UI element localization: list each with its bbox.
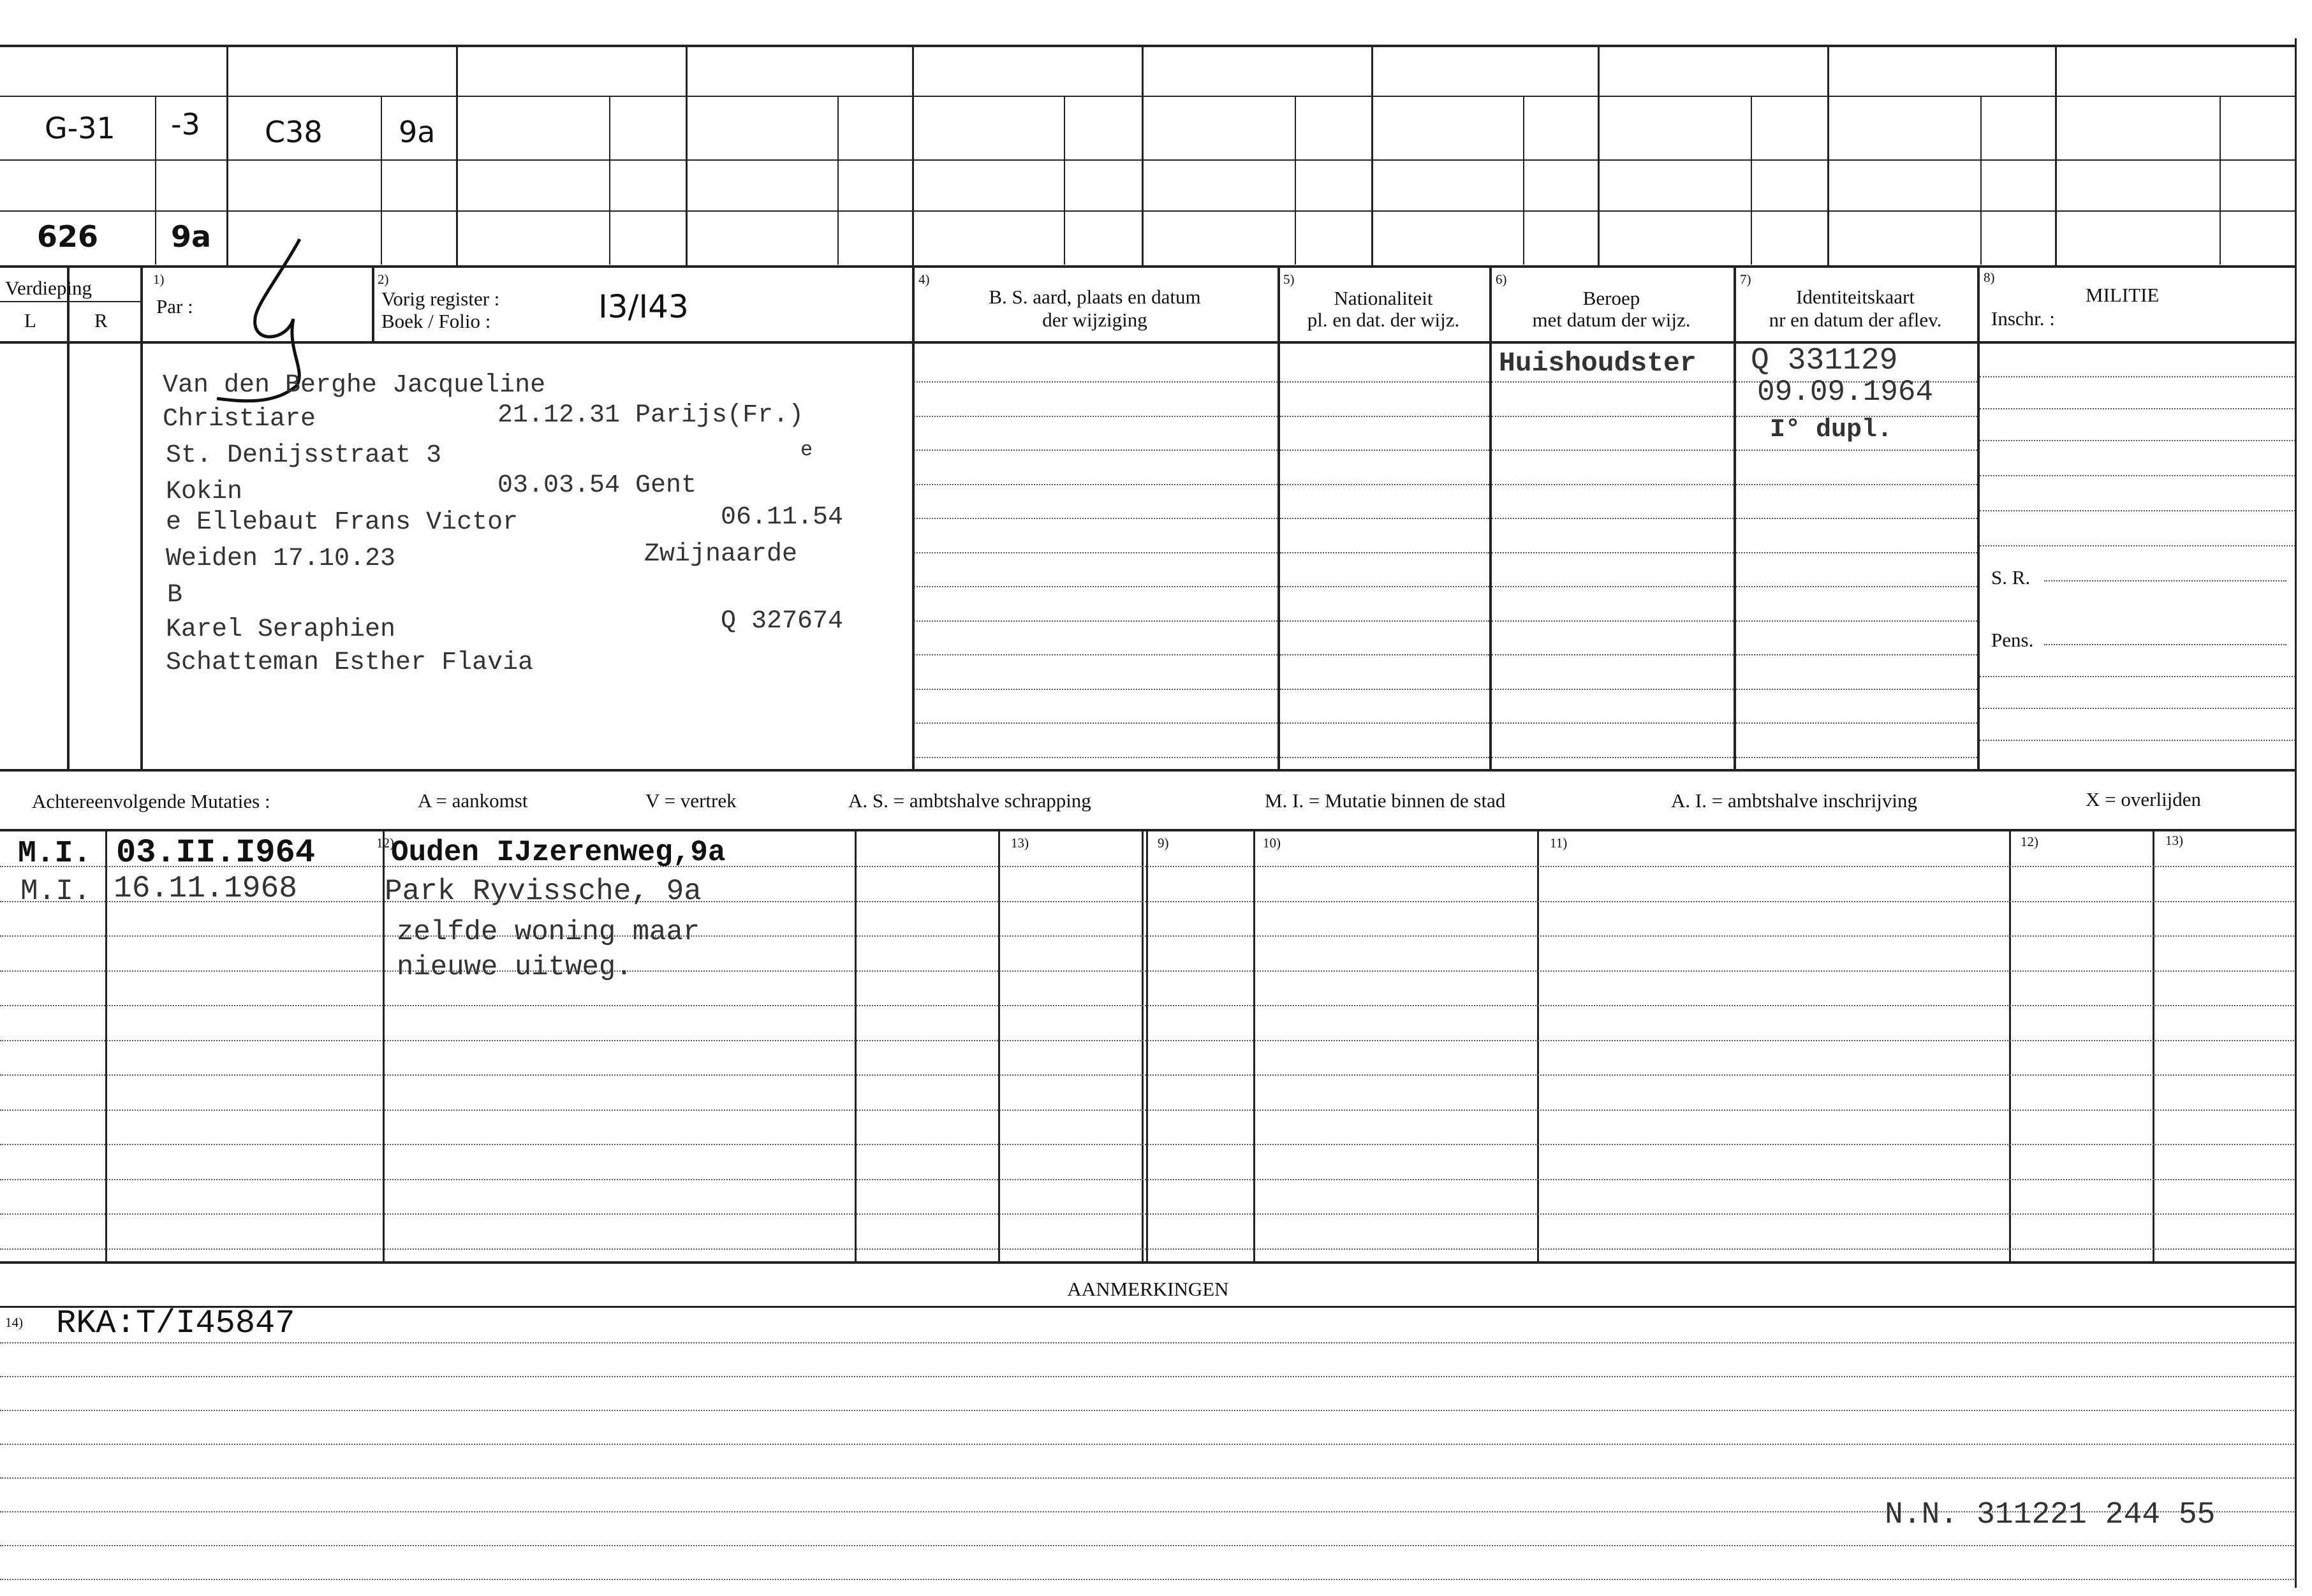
mutation-dotted-row [0,1248,2296,1250]
person-line-8b: Q 327674 [721,607,844,636]
nat-dotted-row [1280,484,1489,485]
vorig-register-value: I3/I43 [598,288,689,325]
mutation-column-line [1146,829,1148,1263]
bs-dotted-row [914,518,1277,519]
cell-g31: G-31 [45,111,115,145]
verdieping-line [0,301,140,302]
legend-x: X = overlijden [2086,788,2202,810]
col-r-label: R [94,309,108,332]
beroep-header-2: met datum der wijz. [1532,309,1691,331]
mutation-1-address: Ouden IJzerenweg,9a [391,836,726,869]
bs-dotted-row [914,757,1277,758]
mutation-column-line [1537,829,1539,1263]
bs-dotted-row [914,450,1277,451]
top-border [0,45,2296,47]
militie-dotted-row [1980,545,2295,546]
mutation-1-type: M.I. [18,837,92,871]
top-grid-column-line [912,45,914,268]
nat-dotted-row [1280,689,1489,690]
mutation-remark-1: zelfde woning maar [397,916,700,948]
mutation-dotted-row [0,866,2296,867]
mut-note-13b: 13) [2165,833,2183,848]
bs-dotted-row [914,722,1277,724]
beroep-dotted-row [1492,552,1734,553]
nat-dotted-row [1280,381,1489,383]
cell-9a-2: 9a [171,219,212,254]
verdieping-label: Verdieping [5,277,92,299]
mutation-column-line [2153,829,2154,1263]
nat-dotted-row [1280,552,1489,553]
legend-v: V = vertrek [645,789,737,812]
cell-3: -3 [171,107,200,142]
top-grid-column-line [456,45,458,268]
pens-label: Pens. [1991,629,2034,651]
beroep-dotted-row [1492,620,1734,622]
mutation-dotted-row [0,1213,2296,1215]
note-14: 14) [5,1315,23,1330]
nat-dotted-row [1280,586,1489,587]
inschr-label: Inschr. : [1991,307,2055,330]
mutation-dotted-row [0,1109,2296,1111]
nat-dotted-row [1280,450,1489,451]
id-dotted-row [1736,450,1977,451]
legend-mi: M. I. = Mutatie binnen de stad [1265,789,1506,812]
militie-dotted-row [1980,740,2295,741]
pens-dotline [2044,644,2286,645]
militie-dotted-row [1980,475,2295,476]
grid-line [0,159,2296,161]
top-grid-sub-line [155,96,156,265]
top-grid-bottom [0,265,2296,268]
mut-note-10: 10) [1263,835,1281,851]
bs-dotted-row [914,586,1277,587]
mutation-remark-2: nieuwe uitweg. [397,951,633,983]
legend-top-line [0,769,2296,772]
militie-dotted-row [1980,408,2295,409]
beroep-dotted-row [1492,450,1734,451]
top-grid-sub-line [1523,96,1524,265]
person-line-4b: 03.03.54 Gent [497,471,697,500]
vline-person [140,265,143,769]
id-dotted-row [1736,484,1977,485]
person-line-5b: 06.11.54 [721,503,844,532]
header-bottom-line [0,341,2296,344]
note-7: 7) [1740,272,1751,287]
id-dotted-row [1736,654,1977,655]
militie-dotted-row [1980,376,2295,377]
person-line-5a: e Ellebaut Frans Victor [166,508,519,537]
par-label: Par : [156,295,193,318]
id-dotted-row [1736,518,1977,519]
remarks-dotted-row [0,1545,2296,1546]
mutation-1-date: 03.II.I964 [116,834,316,872]
bs-header-2: der wijziging [1042,309,1147,331]
bs-dotted-row [914,552,1277,553]
beroep-dotted-row [1492,586,1734,587]
beroep-dotted-row [1492,484,1734,485]
bs-dotted-row [914,689,1277,690]
grid-line [1598,96,2296,97]
vline-id [1734,265,1736,769]
mutation-2-type: M.I. [20,875,91,908]
person-line-2b: 21.12.31 Parijs(Fr.) [497,401,804,430]
remarks-title: AANMERKINGEN [1067,1278,1229,1300]
legend-as: A. S. = ambtshalve schrapping [848,789,1091,812]
cell-626: 626 [37,219,99,254]
nn-number: N.N. 311221 244 55 [1885,1498,2216,1532]
nat-dotted-row [1280,518,1489,519]
bs-dotted-row [914,381,1277,383]
militie-dotted-row [1980,708,2295,709]
bs-dotted-row [914,484,1277,485]
person-line-3: St. Denijsstraat 3 [166,441,442,470]
sr-label: S. R. [1991,566,2031,589]
id-dotted-row [1736,722,1977,724]
bs-dotted-row [914,654,1277,655]
mutation-column-line [855,829,857,1263]
mutations-top-line [0,829,2296,831]
top-grid-column-line [1827,45,1829,268]
beroep-dotted-row [1492,381,1734,383]
remarks-line [0,1306,2296,1308]
nat-dotted-row [1280,654,1489,655]
id-dotted-row [1736,620,1977,622]
id-duplicate: I° dupl. [1770,416,1893,444]
nat-dotted-row [1280,620,1489,622]
note-5: 5) [1283,272,1295,287]
id-header-1: Identiteitskaart [1796,286,1915,308]
vline-lr [67,265,70,769]
remarks-dotted-row [0,1410,2296,1411]
top-grid-column-line [226,45,228,268]
beroep-dotted-row [1492,518,1734,519]
sr-dotline [2044,580,2286,582]
id-header-2: nr en datum der aflev. [1769,309,1942,331]
nat-dotted-row [1280,722,1489,724]
top-grid-column-line [1598,45,1600,268]
mutation-dotted-row [0,1074,2296,1076]
mutation-dotted-row [0,935,2296,937]
mut-note-12b: 12) [2021,834,2038,849]
person-line-7: B [167,581,183,610]
vline-militie [1977,265,1980,769]
mutation-column-line [1142,829,1144,1263]
note-4: 4) [918,272,930,287]
right-edge [2295,38,2297,1588]
beroep-dotted-row [1492,722,1734,724]
militie-label: MILITIE [2086,284,2160,306]
top-grid-sub-line [609,96,610,265]
cell-9a: 9a [399,115,436,149]
remarks-dotted-row [0,1376,2296,1377]
note-1: 1) [153,272,165,287]
mutation-column-line [1253,829,1255,1263]
mutations-bottom-line [0,1261,2296,1264]
top-grid-sub-line [2220,96,2221,265]
note-8: 8) [1984,270,1995,285]
id-dotted-row [1736,689,1977,690]
mutation-column-line [998,829,1000,1263]
person-line-8a: Karel Seraphien [166,615,396,644]
mutation-column-line [2009,829,2011,1263]
grid-line [0,210,2296,212]
legend-a: A = aankomst [418,789,528,812]
militie-dotted-row [1980,440,2295,441]
note-6: 6) [1496,272,1507,287]
mut-note-11: 11) [1550,835,1568,851]
note-2: 2) [378,272,389,287]
top-grid-sub-line [1751,96,1752,265]
boek-folio-label: Boek / Folio : [381,310,491,332]
militie-dotted-row [1980,510,2295,511]
bs-dotted-row [914,416,1277,417]
vline-nat [1277,265,1280,769]
id-number: Q 331129 [1751,344,1898,378]
legend-ai: A. I. = ambtshalve inschrijving [1671,789,1917,812]
id-dotted-row [1736,757,1977,758]
beroep-dotted-row [1492,654,1734,655]
id-date: 09.09.1964 [1757,376,1934,409]
mutation-dotted-row [0,1005,2296,1006]
vline-beroep [1489,265,1492,769]
person-line-9: Schatteman Esther Flavia [166,648,534,677]
vline-bs [912,265,915,769]
bs-dotted-row [914,620,1277,622]
militie-dotted-row [1980,676,2295,677]
legend-title: Achtereenvolgende Mutaties : [32,790,270,812]
top-grid-column-line [686,45,688,268]
nat-header-2: pl. en dat. der wijz. [1307,309,1460,331]
vline-par [372,265,374,342]
person-line-6b: Zwijnaarde [644,540,798,569]
nat-dotted-row [1280,757,1489,758]
mutation-dotted-row [0,1179,2296,1180]
top-grid-sub-line [1980,96,1982,265]
id-dotted-row [1736,586,1977,587]
beroep-value: Huishoudster [1499,348,1697,379]
remarks-dotted-row [0,1477,2296,1479]
nat-header-1: Nationaliteit [1334,287,1433,309]
top-grid-column-line [2055,45,2057,268]
person-line-6a: Weiden 17.10.23 [166,545,396,573]
mutation-dotted-row [0,1040,2296,1041]
top-grid-sub-line [837,96,839,265]
bs-header-1: B. S. aard, plaats en datum [989,286,1201,308]
remarks-dotted-row [0,1342,2296,1343]
vorig-register-label: Vorig register : [381,288,500,310]
mut-note-9: 9) [1158,835,1169,851]
rka-value: RKA:T/I45847 [56,1305,295,1342]
mutation-column-line [105,829,107,1263]
beroep-header-1: Beroep [1582,287,1640,309]
beroep-dotted-row [1492,416,1734,417]
top-grid-sub-line [1295,96,1296,265]
nat-dotted-row [1280,416,1489,417]
mut-note-12a: 12) [376,835,394,851]
remarks-dotted-row [0,1579,2296,1580]
id-dotted-row [1736,552,1977,553]
col-l-label: L [24,309,36,332]
mutation-2-date: 16.11.1968 [114,872,298,906]
cell-c38: C38 [265,115,323,149]
mutation-dotted-row [0,970,2296,972]
top-grid-column-line [1371,45,1373,268]
person-line-2a: Christiare [163,405,316,434]
mut-note-13a: 13) [1011,835,1029,851]
person-line-1: Van den Berghe Jacqueline [163,371,546,400]
top-grid-column-line [1142,45,1144,268]
top-grid-sub-line [1064,96,1065,265]
beroep-dotted-row [1492,757,1734,758]
remarks-dotted-row [0,1444,2296,1445]
mutation-2-address: Park Ryvissche, 9a [385,875,702,908]
person-line-4a: Kokin [166,478,243,506]
beroep-dotted-row [1492,689,1734,690]
mutation-dotted-row [0,901,2296,902]
person-line-2c: e [800,438,813,462]
top-grid-sub-line [381,96,382,265]
mutation-dotted-row [0,1144,2296,1145]
